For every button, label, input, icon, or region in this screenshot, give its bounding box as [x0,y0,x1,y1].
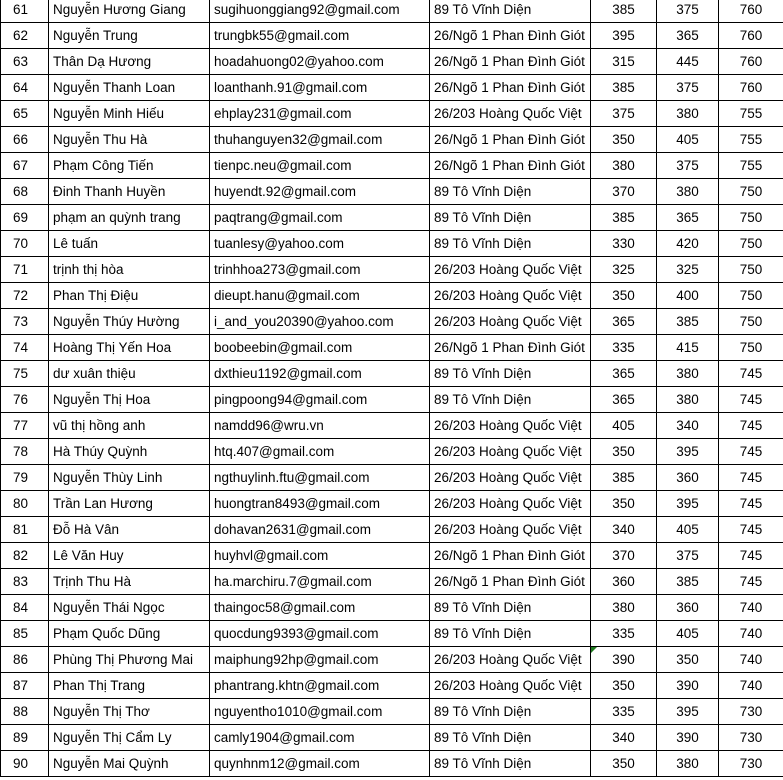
cell-name[interactable]: Nguyễn Thúy Hường [49,309,210,335]
cell-email[interactable]: huongtran8493@gmail.com [210,491,430,517]
cell-email[interactable]: huyendt.92@gmail.com [210,179,430,205]
cell-score-2[interactable]: 375 [657,0,719,23]
cell-stt[interactable]: 68 [1,179,49,205]
cell-total[interactable]: 760 [719,75,783,101]
cell-total[interactable]: 750 [719,231,783,257]
cell-address[interactable]: 89 Tô Vĩnh Diện [430,231,591,257]
cell-stt[interactable]: 74 [1,335,49,361]
cell-address[interactable]: 26/203 Hoàng Quốc Việt [430,101,591,127]
cell-address[interactable]: 26/203 Hoàng Quốc Việt [430,309,591,335]
cell-stt[interactable]: 88 [1,699,49,725]
cell-email[interactable]: camly1904@gmail.com [210,725,430,751]
cell-name[interactable]: Thân Dạ Hương [49,49,210,75]
cell-email[interactable]: tienpc.neu@gmail.com [210,153,430,179]
cell-total[interactable]: 745 [719,361,783,387]
cell-stt[interactable]: 83 [1,569,49,595]
cell-stt[interactable]: 70 [1,231,49,257]
cell-stt[interactable]: 90 [1,751,49,777]
cell-score-2[interactable]: 325 [657,257,719,283]
cell-total[interactable]: 740 [719,673,783,699]
table-row [1,621,783,647]
cell-address[interactable]: 26/203 Hoàng Quốc Việt [430,413,591,439]
cell-total[interactable]: 745 [719,543,783,569]
cell-score-2[interactable]: 380 [657,387,719,413]
cell-stt[interactable]: 63 [1,49,49,75]
cell-score-2[interactable]: 380 [657,361,719,387]
cell-score-1[interactable]: 395 [591,23,657,49]
cell-score-1[interactable]: 350 [591,673,657,699]
table-row [1,179,783,205]
cell-email[interactable]: ha.marchiru.7@gmail.com [210,569,430,595]
table-row [1,231,783,257]
cell-score-1[interactable]: 350 [591,751,657,777]
cell-stt[interactable]: 87 [1,673,49,699]
cell-score-2[interactable]: 365 [657,23,719,49]
cell-stt[interactable]: 61 [1,0,49,23]
cell-total[interactable]: 755 [719,153,783,179]
cell-score-2[interactable]: 405 [657,127,719,153]
cell-score-1[interactable]: 365 [591,387,657,413]
cell-email[interactable]: thuhanguyen32@gmail.com [210,127,430,153]
cell-total[interactable]: 745 [719,517,783,543]
cell-email[interactable]: huyhvl@gmail.com [210,543,430,569]
cell-total[interactable]: 745 [719,439,783,465]
cell-score-2[interactable]: 390 [657,725,719,751]
cell-address[interactable]: 26/203 Hoàng Quốc Việt [430,465,591,491]
cell-name[interactable]: Lê tuấn [49,231,210,257]
cell-stt[interactable]: 86 [1,647,49,673]
cell-score-1[interactable]: 350 [591,127,657,153]
cell-score-1[interactable]: 385 [591,0,657,23]
cell-name[interactable]: Hoàng Thị Yến Hoa [49,335,210,361]
cell-address[interactable]: 89 Tô Vĩnh Diện [430,621,591,647]
cell-score-1[interactable]: 335 [591,335,657,361]
table-row [1,283,783,309]
cell-address[interactable]: 26/Ngõ 1 Phan Đình Giót [430,543,591,569]
cell-email[interactable]: nguyentho1010@gmail.com [210,699,430,725]
cell-score-2[interactable]: 360 [657,465,719,491]
cell-score-1[interactable]: 350 [591,491,657,517]
cell-stt[interactable]: 81 [1,517,49,543]
cell-total[interactable]: 760 [719,49,783,75]
cell-name[interactable]: Phạm Quốc Dũng [49,621,210,647]
cell-total[interactable]: 730 [719,725,783,751]
cell-total[interactable]: 745 [719,465,783,491]
cell-name[interactable]: Trịnh Thu Hà [49,569,210,595]
cell-score-2[interactable]: 415 [657,335,719,361]
cell-name[interactable]: Hà Thúy Quỳnh [49,439,210,465]
cell-score-1[interactable]: 385 [591,205,657,231]
table-row [1,699,783,725]
cell-score-2[interactable]: 375 [657,75,719,101]
cell-email[interactable]: pingpoong94@gmail.com [210,387,430,413]
cell-email[interactable]: paqtrang@gmail.com [210,205,430,231]
cell-score-1[interactable]: 365 [591,361,657,387]
cell-score-2[interactable]: 400 [657,283,719,309]
cell-stt[interactable]: 85 [1,621,49,647]
cell-email[interactable]: quocdung9393@gmail.com [210,621,430,647]
cell-stt[interactable]: 79 [1,465,49,491]
table-row [1,361,783,387]
cell-score-1[interactable]: 335 [591,699,657,725]
table-row [1,335,783,361]
cell-score-2[interactable]: 375 [657,543,719,569]
cell-stt[interactable]: 76 [1,387,49,413]
cell-name[interactable]: trịnh thị hòa [49,257,210,283]
cell-name[interactable]: phạm an quỳnh trang [49,205,210,231]
cell-total[interactable]: 740 [719,621,783,647]
cell-total[interactable]: 755 [719,101,783,127]
table-row [1,725,783,751]
cell-score-2[interactable]: 380 [657,179,719,205]
cell-score-1[interactable]: 315 [591,49,657,75]
cell-address[interactable]: 89 Tô Vĩnh Diện [430,361,591,387]
cell-address[interactable]: 89 Tô Vĩnh Diện [430,179,591,205]
cell-total[interactable]: 750 [719,335,783,361]
cell-score-1[interactable]: 330 [591,231,657,257]
cell-total[interactable]: 740 [719,647,783,673]
table-row [1,413,783,439]
cell-name[interactable]: Nguyễn Minh Hiếu [49,101,210,127]
cell-total[interactable]: 730 [719,751,783,777]
cell-score-1[interactable]: 340 [591,725,657,751]
table-row [1,127,783,153]
table-row [1,569,783,595]
cell-score-2[interactable]: 380 [657,751,719,777]
cell-address[interactable]: 89 Tô Vĩnh Diện [430,0,591,23]
table-row [1,751,783,777]
cell-address[interactable]: 26/203 Hoàng Quốc Việt [430,439,591,465]
cell-score-2[interactable]: 360 [657,595,719,621]
cell-name[interactable]: Nguyễn Thái Ngọc [49,595,210,621]
cell-address[interactable]: 89 Tô Vĩnh Diện [430,205,591,231]
cell-score-1[interactable]: 350 [591,283,657,309]
cell-address[interactable]: 26/Ngõ 1 Phan Đình Giót [430,75,591,101]
cell-total[interactable]: 755 [719,127,783,153]
cell-name[interactable]: Nguyễn Thị Cẩm Ly [49,725,210,751]
cell-name[interactable]: Phạm Công Tiến [49,153,210,179]
cell-email[interactable]: hoadahuong02@yahoo.com [210,49,430,75]
cell-name[interactable]: Nguyễn Thùy Linh [49,465,210,491]
cell-total[interactable]: 760 [719,23,783,49]
table-row [1,101,783,127]
cell-score-2[interactable]: 420 [657,231,719,257]
cell-name[interactable]: Nguyễn Mai Quỳnh [49,751,210,777]
cell-name[interactable]: Nguyễn Thị Hoa [49,387,210,413]
cell-stt[interactable]: 84 [1,595,49,621]
cell-name[interactable]: Phan Thị Trang [49,673,210,699]
cell-score-1[interactable]: 360 [591,569,657,595]
cell-email[interactable]: thaingoc58@gmail.com [210,595,430,621]
cell-address[interactable]: 26/Ngõ 1 Phan Đình Giót [430,569,591,595]
cell-email[interactable]: trungbk55@gmail.com [210,23,430,49]
cell-email[interactable]: ehplay231@gmail.com [210,101,430,127]
table-row [1,75,783,101]
table-row [1,153,783,179]
cell-score-2[interactable]: 445 [657,49,719,75]
cell-score-1[interactable]: 390 [591,647,657,673]
cell-stt[interactable]: 82 [1,543,49,569]
cell-stt[interactable]: 65 [1,101,49,127]
cell-score-1[interactable]: 350 [591,439,657,465]
cell-stt[interactable]: 64 [1,75,49,101]
cell-stt[interactable]: 75 [1,361,49,387]
cell-name[interactable]: Nguyễn Thanh Loan [49,75,210,101]
cell-name[interactable]: Đinh Thanh Huyền [49,179,210,205]
cell-address[interactable]: 26/Ngõ 1 Phan Đình Giót [430,335,591,361]
cell-email[interactable]: dohavan2631@gmail.com [210,517,430,543]
table-row [1,387,783,413]
cell-address[interactable]: 26/Ngõ 1 Phan Đình Giót [430,153,591,179]
cell-score-2[interactable]: 390 [657,673,719,699]
table-row [1,49,783,75]
cell-score-1[interactable]: 385 [591,75,657,101]
cell-stt[interactable]: 78 [1,439,49,465]
cell-email[interactable]: quynhnm12@gmail.com [210,751,430,777]
cell-address[interactable]: 26/203 Hoàng Quốc Việt [430,673,591,699]
cell-score-1[interactable]: 370 [591,543,657,569]
cell-score-2[interactable]: 405 [657,621,719,647]
cell-email[interactable]: loanthanh.91@gmail.com [210,75,430,101]
cell-address[interactable]: 26/203 Hoàng Quốc Việt [430,517,591,543]
cell-total[interactable]: 750 [719,309,783,335]
cell-score-2[interactable]: 375 [657,153,719,179]
cell-name[interactable]: Nguyễn Trung [49,23,210,49]
cell-score-2[interactable]: 385 [657,569,719,595]
table-row [1,439,783,465]
cell-address[interactable]: 26/Ngõ 1 Phan Đình Giót [430,127,591,153]
cell-name[interactable]: Đỗ Hà Vân [49,517,210,543]
cell-email[interactable]: tuanlesy@yahoo.com [210,231,430,257]
cell-stt[interactable]: 69 [1,205,49,231]
cell-score-2[interactable]: 365 [657,205,719,231]
table-body [1,0,783,777]
cell-total[interactable]: 745 [719,413,783,439]
cell-email[interactable]: maiphung92hp@gmail.com [210,647,430,673]
table-row [1,205,783,231]
cell-address[interactable]: 26/Ngõ 1 Phan Đình Giót [430,23,591,49]
cell-total[interactable]: 745 [719,491,783,517]
cell-address[interactable]: 89 Tô Vĩnh Diện [430,751,591,777]
cell-score-1[interactable]: 340 [591,517,657,543]
cell-score-1[interactable]: 375 [591,101,657,127]
cell-address[interactable]: 89 Tô Vĩnh Diện [430,387,591,413]
cell-name[interactable]: vũ thị hồng anh [49,413,210,439]
cell-total[interactable]: 750 [719,283,783,309]
table-row [1,257,783,283]
cell-score-2[interactable]: 385 [657,309,719,335]
cell-score-1[interactable]: 380 [591,153,657,179]
cell-stt[interactable]: 67 [1,153,49,179]
cell-total[interactable]: 745 [719,569,783,595]
cell-score-2[interactable]: 405 [657,517,719,543]
cell-name[interactable]: Lê Văn Huy [49,543,210,569]
cell-address[interactable]: 89 Tô Vĩnh Diện [430,595,591,621]
cell-address[interactable]: 26/203 Hoàng Quốc Việt [430,647,591,673]
table-row [1,543,783,569]
cell-score-2[interactable]: 340 [657,413,719,439]
cell-stt[interactable]: 72 [1,283,49,309]
cell-name[interactable]: Trần Lan Hương [49,491,210,517]
cell-score-1[interactable]: 385 [591,465,657,491]
cell-score-2[interactable]: 395 [657,491,719,517]
cell-score-2[interactable]: 395 [657,439,719,465]
cell-score-1[interactable]: 335 [591,621,657,647]
cell-score-2[interactable]: 350 [657,647,719,673]
cell-name[interactable]: Nguyễn Thị Thơ [49,699,210,725]
cell-email[interactable]: dieupt.hanu@gmail.com [210,283,430,309]
cell-email[interactable]: phantrang.khtn@gmail.com [210,673,430,699]
cell-total[interactable]: 750 [719,179,783,205]
cell-email[interactable]: sugihuonggiang92@gmail.com [210,0,430,23]
cell-email[interactable]: namdd96@wru.vn [210,413,430,439]
cell-email[interactable]: dxthieu1192@gmail.com [210,361,430,387]
table-row [1,647,783,673]
cell-email[interactable]: boobeebin@gmail.com [210,335,430,361]
cell-stt[interactable]: 89 [1,725,49,751]
cell-score-1[interactable]: 325 [591,257,657,283]
table-row [1,0,783,23]
cell-name[interactable]: dư xuân thiệu [49,361,210,387]
cell-score-2[interactable]: 380 [657,101,719,127]
table-row [1,517,783,543]
cell-email[interactable]: i_and_you20390@yahoo.com [210,309,430,335]
cell-name[interactable]: Phùng Thị Phương Mai [49,647,210,673]
cell-email[interactable]: trinhhoa273@gmail.com [210,257,430,283]
cell-address[interactable]: 26/203 Hoàng Quốc Việt [430,491,591,517]
cell-stt[interactable]: 80 [1,491,49,517]
cell-score-1[interactable]: 380 [591,595,657,621]
cell-total[interactable]: 730 [719,699,783,725]
cell-score-1[interactable]: 365 [591,309,657,335]
cell-name[interactable]: Phan Thị Điệu [49,283,210,309]
cell-email[interactable]: htq.407@gmail.com [210,439,430,465]
cell-total[interactable]: 750 [719,205,783,231]
table-row [1,673,783,699]
cell-stt[interactable]: 71 [1,257,49,283]
cell-name[interactable]: Nguyễn Thu Hà [49,127,210,153]
cell-stt[interactable]: 62 [1,23,49,49]
cell-score-2[interactable]: 395 [657,699,719,725]
cell-total[interactable]: 740 [719,595,783,621]
cell-address[interactable]: 26/203 Hoàng Quốc Việt [430,283,591,309]
table-row [1,491,783,517]
cell-address[interactable]: 89 Tô Vĩnh Diện [430,725,591,751]
cell-stt[interactable]: 77 [1,413,49,439]
cell-name[interactable]: Nguyễn Hương Giang [49,0,210,23]
cell-stt[interactable]: 66 [1,127,49,153]
cell-total[interactable]: 745 [719,387,783,413]
cell-address[interactable]: 26/Ngõ 1 Phan Đình Giót [430,49,591,75]
cell-total[interactable]: 760 [719,0,783,23]
cell-address[interactable]: 89 Tô Vĩnh Diện [430,699,591,725]
cell-email[interactable]: ngthuylinh.ftu@gmail.com [210,465,430,491]
table-row [1,465,783,491]
table-row [1,309,783,335]
table-row [1,595,783,621]
cell-address[interactable]: 26/203 Hoàng Quốc Việt [430,257,591,283]
cell-score-1[interactable]: 405 [591,413,657,439]
cell-score-1[interactable]: 370 [591,179,657,205]
cell-stt[interactable]: 73 [1,309,49,335]
table-row [1,23,783,49]
cell-total[interactable]: 750 [719,257,783,283]
